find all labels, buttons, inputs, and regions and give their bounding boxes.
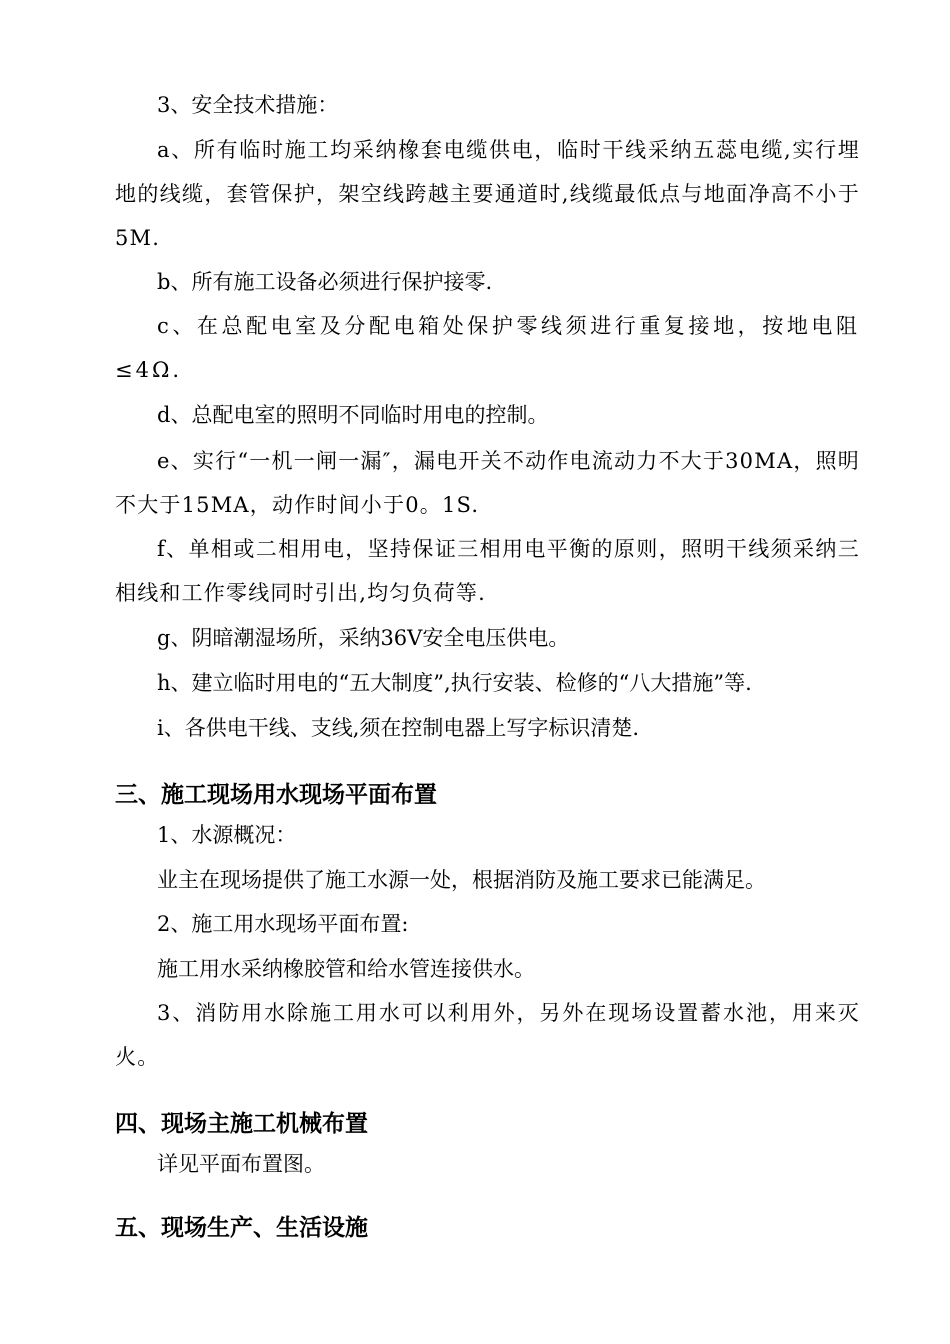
paragraph-item-f: f、单相或二相用电，坚持保证三相用电平衡的原则，照明干线须采纳三相线和工作零线同时引出,均匀负荷等. <box>115 537 860 605</box>
section-heading-water: 三、施工现场用水现场平面布置 <box>115 782 437 808</box>
paragraph-item-e: e、实行“一机一闸一漏″，漏电开关不动作电流动力不大于30MA，照明不大于15MA，动作时间小于0。1S. <box>115 449 860 517</box>
paragraph-item-g: g、阴暗潮湿场所，采纳36V安全电压供电。 <box>157 626 570 650</box>
paragraph-item-d: d、总配电室的照明不同临时用电的控制。 <box>157 403 549 427</box>
paragraph-water-source-title: 1、水源概况： <box>157 823 297 847</box>
paragraph-item-a: a、所有临时施工均采纳橡套电缆供电，临时干线采纳五蕊电缆,实行埋地的线缆，套管保护，架空线跨越主要通道时,线缆最低点与地面净高不小于5M. <box>115 138 860 250</box>
paragraph-item-h: h、建立临时用电的“五大制度”,执行安装、检修的“八大措施”等. <box>157 671 752 695</box>
paragraph-item-i: i、各供电干线、支线,须在控制电器上写字标识清楚. <box>157 716 640 740</box>
section-heading-machinery: 四、现场主施工机械布置 <box>115 1111 368 1137</box>
paragraph-safety-measures-title: 3、安全技术措施： <box>157 93 339 117</box>
paragraph-water-layout-title: 2、施工用水现场平面布置: <box>157 912 409 936</box>
paragraph-item-b: b、所有施工设备必须进行保护接零. <box>157 270 493 294</box>
paragraph-machinery-body: 详见平面布置图。 <box>157 1152 325 1176</box>
paragraph-item-c: c、在总配电室及分配电箱处保护零线须进行重复接地，按地电阻≤4Ω. <box>115 314 860 382</box>
section-heading-facilities: 五、现场生产、生活设施 <box>115 1215 368 1241</box>
paragraph-water-layout-body: 施工用水采纳橡胶管和给水管连接供水。 <box>157 957 535 981</box>
paragraph-fire-water: 3、消防用水除施工用水可以利用外，另外在现场设置蓄水池，用来灭火。 <box>115 1001 860 1069</box>
paragraph-water-source-body: 业主在现场提供了施工水源一处，根据消防及施工要求已能满足。 <box>157 868 766 892</box>
